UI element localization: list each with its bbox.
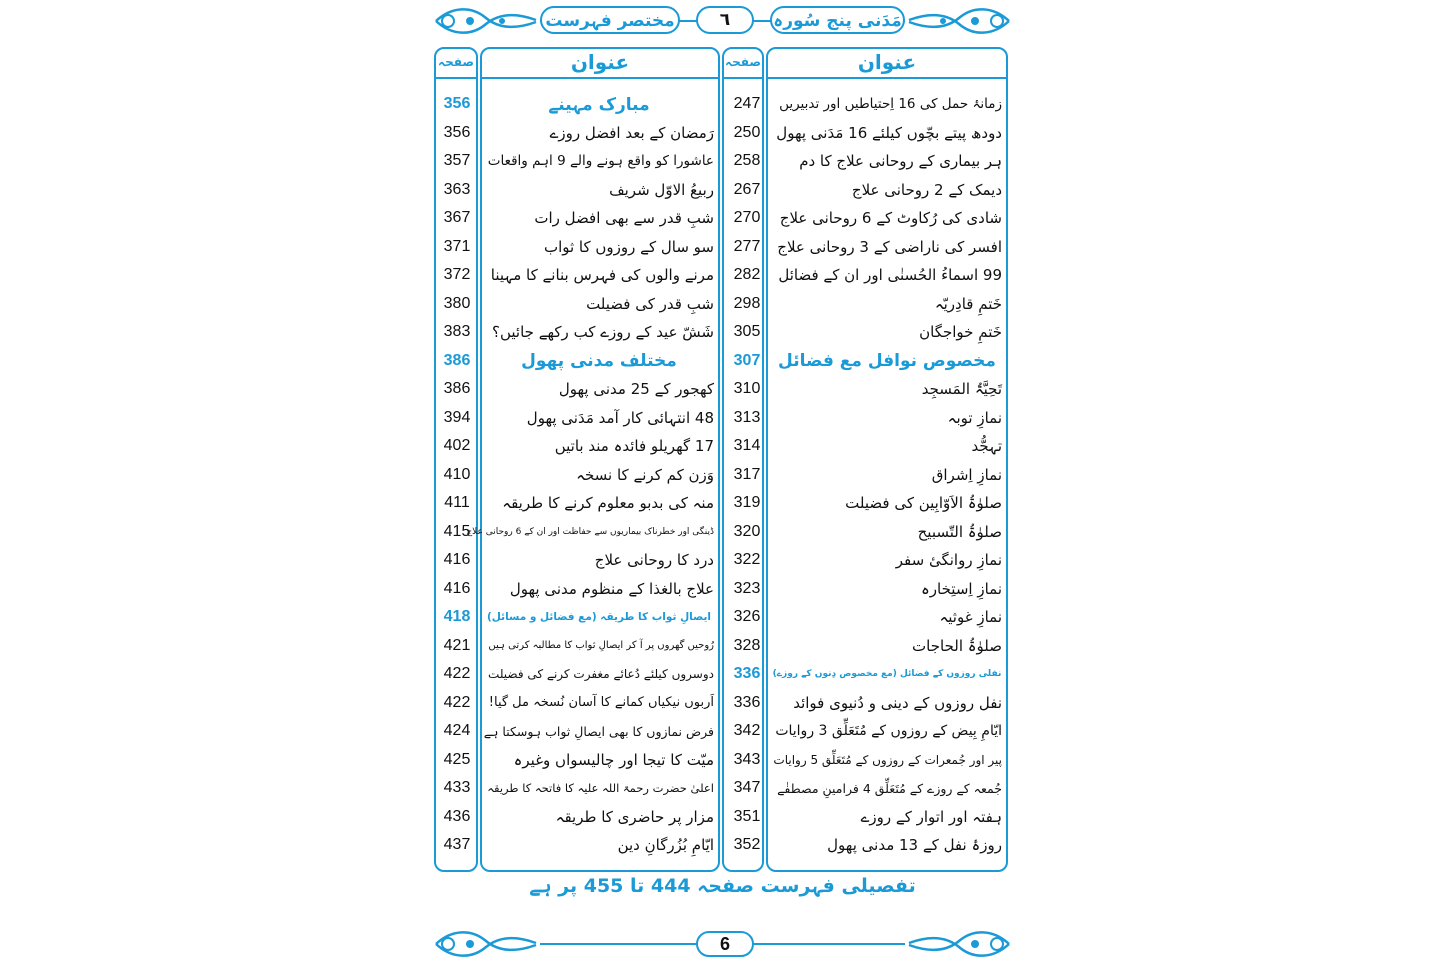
right_column-row-page [722,261,772,290]
entry-title: مزار پر حاضری کا طریقہ [555,807,714,826]
page-ref: 383 [443,323,471,341]
page-ref: 347 [733,779,761,797]
entry-title: پیر اور جُمعرات کے روزوں کے مُتَعَلِّق 5 روایات [773,752,1002,767]
page-ref: 371 [443,237,471,255]
page-ref: 372 [443,266,471,284]
entry-title: نمازِ غوثیہ [939,608,1002,627]
left_column-row-page [434,632,480,661]
entry-title: دوسروں کیلئے دُعائے مغفرت کرنے کی فضیلت [488,667,714,682]
left_column-row-title [484,660,714,689]
page-ref: 322 [733,551,761,569]
section-heading: نفلی روزوں کے فضائل (مع مخصوص دِنوں کے روزے) [772,669,1002,680]
left_column-row-title [484,90,714,119]
left_column-row-title [484,204,714,233]
entry-title: ہفتہ اور اتوار کے روزے [860,807,1002,826]
page-ref: 298 [733,294,761,312]
left_column-row-title [484,831,714,860]
right_column-row-title [772,147,1002,176]
entry-title: ایّامِ بِیض کے روزوں کے مُتَعَلِّق 3 روایات [775,723,1002,740]
left_column-row-title [484,432,714,461]
entry-title: 48 انتہائی کار آمد مَدَنی پھول [526,408,714,427]
left_column-row-title [466,518,714,547]
left_column-row-title [484,233,714,262]
left_column-row-title [484,546,714,575]
left_column-row-page [434,204,480,233]
right_column-row-page [722,204,772,233]
right_column-row-page [722,290,772,319]
page-ref: 415 [443,522,471,540]
entry-title: نفل روزوں کے دینی و دُنیوی فوائد [793,693,1002,712]
left_column-row-title [484,774,714,803]
right_column-row-title [772,689,1002,718]
right_column-row-page [722,404,772,433]
right_column-row-title [772,176,1002,205]
page-ref: 437 [443,836,471,854]
header-page-mark: ٦ [696,6,754,34]
left-title-heading: عنوان [570,50,630,74]
right_column-row-page [722,660,772,689]
right_column-row-page [722,90,772,119]
left_column-row-page [434,147,480,176]
entry-title: روزۂ نفل کے 13 مدنی پھول [827,836,1002,855]
entry-title: افسر کی ناراضی کے 3 روحانی علاج [777,237,1002,256]
header-left-title: مختصر فہرست [540,6,680,34]
page-ref: 247 [733,95,761,113]
right_column-row-title [772,518,1002,547]
entry-title: علاج بالغذا کے منظوم مدنی پھول [509,579,714,598]
entry-title: سو سال کے روزوں کا ثواب [543,237,714,256]
entry-title: شبِ قدر سے بھی افضل رات [534,209,714,228]
left_column-row-page [434,689,480,718]
left_column-row-page [434,774,480,803]
right_column-row-page [722,375,772,404]
left_column-row-page [434,546,480,575]
page-ref: 267 [733,180,761,198]
entry-title: وَزن کم کرنے کا نسخہ [576,465,714,484]
page-number: 6 [696,931,754,957]
right_column-row-page [722,176,772,205]
section-heading: ایصالِ ثواب کا طریقہ (مع فضائل و مسائل) [486,611,712,624]
page-ref: 433 [443,779,471,797]
left_column-row-title [484,147,714,176]
left_column-row-page [434,803,480,832]
page-ref: 277 [733,237,761,255]
left_column-row-page [434,461,480,490]
right_column-row-title [772,603,1002,632]
right_column-row-title [772,375,1002,404]
left_column-row-page [434,90,480,119]
right_column-row-page [722,489,772,518]
left_column-row-title [484,318,714,347]
page-ref: 270 [733,209,761,227]
entry-title: رُوحیں گھروں پر آ کر ایصالِ ثواب کا مطالبہ کرتی ہیں [488,640,714,652]
right_column-row-page [722,233,772,262]
entry-title: تہجُّد [971,437,1002,456]
page-ref: 356 [443,123,471,141]
page-ref: 282 [733,266,761,284]
right_column-row-title [772,404,1002,433]
left_column-row-title [484,717,714,746]
right_column-row-title [772,717,1002,746]
entry-title: فرض نمازوں کا بھی ایصالِ ثواب ہوسکتا ہے [483,723,714,739]
entry-title: 17 گھریلو فائدہ مند باتیں [554,437,714,456]
page-ref: 422 [443,693,471,711]
right_column-row-title [772,204,1002,233]
left_column-row-page [434,746,480,775]
right_column-row-page [722,461,772,490]
right_column-row-title [772,660,1002,689]
entry-title: شادی کی رُکاوٹ کے 6 روحانی علاج [779,209,1002,228]
right_column-row-page [722,318,772,347]
right-page-heading: صفحہ [725,55,761,69]
left_column-row-title [484,461,714,490]
entry-title: نمازِ اِستِخارہ [921,579,1002,598]
entry-title: خَتمِ قادِریّہ [934,294,1002,313]
entry-title: زمانۂ حمل کی 16 اِحتیاطیں اور تدبیریں [779,96,1002,113]
page-ref: 418 [443,608,471,626]
left_column-row-page [434,432,480,461]
page-ref: 425 [443,750,471,768]
left_column-row-page [434,347,480,376]
left_column-row-page [434,119,480,148]
entry-title: عاشورا کو واقع ہونے والے 9 اہم واقعات [487,153,714,170]
left-page-heading: صفحہ [438,55,474,69]
entry-title: صلوٰۃُ الحاجات [912,636,1002,655]
page-ref: 416 [443,579,471,597]
left_column-row-page [434,318,480,347]
entry-title: کھجور کے 25 مدنی پھول [558,380,714,399]
left_column-row-title [484,176,714,205]
left_column-row-title [484,603,714,632]
right_column-row-title [772,831,1002,860]
header-ornament-right-icon [905,4,1013,38]
page-ref: 310 [733,380,761,398]
page-ref: 416 [443,551,471,569]
entry-title: ایّامِ بُزُرگانِ دین [617,836,714,855]
page-ref: 402 [443,437,471,455]
page-ref: 250 [733,123,761,141]
right_column-row-title [772,290,1002,319]
right_column-row-title [772,803,1002,832]
page-ref: 336 [733,665,761,683]
header-ornament-left-icon [432,4,540,38]
entry-title: تَحِیَّۃُ المَسجِد [921,380,1002,399]
page-ref: 320 [733,522,761,540]
right_column-row-page [722,717,772,746]
left_column-row-page [434,233,480,262]
page-ref: 326 [733,608,761,626]
page-ref: 352 [733,836,761,854]
right_column-row-title [772,461,1002,490]
right_column-row-page [722,347,772,376]
entry-title: ڈینگی اور خطرناک بیماریوں سے حفاظت اور ان کے 6 روحانی علاج [466,526,714,537]
right_column-row-page [722,603,772,632]
right_column-row-page [722,774,772,803]
left_column-row-title [484,746,714,775]
right_column-row-page [722,147,772,176]
right_column-row-page [722,746,772,775]
entry-title: ہر بیماری کے روحانی علاج کا دم [799,152,1002,171]
entry-title: صلوٰۃُ التّسبیح [917,522,1002,541]
entry-title: میّت کا تیجا اور چالیسواں وغیرہ [513,750,714,769]
left_column-row-title [484,689,714,718]
left_column-row-title [484,632,714,661]
page-ref: 342 [733,722,761,740]
footer-ornament-left-icon [432,927,540,961]
footer-ornament-right-icon [905,927,1013,961]
left_column-row-page [434,404,480,433]
page-ref: 313 [733,408,761,426]
right_column-row-page [722,432,772,461]
right_column-row-page [722,831,772,860]
right_column-row-title [772,261,1002,290]
section-heading: مبارک مہینے [548,94,650,115]
right_column-row-page [722,575,772,604]
right_column-row-page [722,632,772,661]
page-ref: 367 [443,209,471,227]
left_column-row-page [434,176,480,205]
right_column-row-title [772,347,1002,376]
left_column-row-page [434,489,480,518]
entry-title: ربیعُ الاوّل شریف [609,180,714,199]
left_column-row-page [434,290,480,319]
header-right-title: مَدَنی پنج سُورہ [770,6,905,34]
page-ref: 410 [443,465,471,483]
page-ref: 343 [733,750,761,768]
page-ref: 328 [733,636,761,654]
page-ref: 394 [443,408,471,426]
page-ref: 424 [443,722,471,740]
right_column-row-title [772,119,1002,148]
right_column-row-page [722,803,772,832]
entry-title: رَمضان کے بعد افضل روزے [549,123,714,142]
left_column-row-title [484,489,714,518]
page-ref: 307 [733,351,761,369]
entry-title: صلوٰۃُ الاَوّابِین کی فضیلت [845,494,1002,513]
entry-title: دودھ پیتے بچّوں کیلئے 16 مَدَنی پھول [776,123,1002,142]
page-ref: 336 [733,693,761,711]
left_column-row-title [484,261,714,290]
entry-title: نمازِ توبہ [947,408,1002,427]
page-ref: 421 [443,636,471,654]
page-ref: 436 [443,807,471,825]
right_column-row-title [772,432,1002,461]
entry-title: نمازِ روانگیٔ سفر [895,551,1002,570]
left_column-row-page [434,261,480,290]
right_column-row-page [722,546,772,575]
right_column-row-title [772,575,1002,604]
left_column-row-page [434,660,480,689]
left_column-row-page [434,575,480,604]
footer-note: تفصیلی فہرست صفحہ 444 تا 455 پر ہے [529,875,916,897]
right_column-row-title [772,489,1002,518]
right_column-row-title [772,746,1002,775]
left_column-row-page [434,518,480,547]
entry-title: خَتمِ خواجگان [919,323,1002,342]
page-ref: 314 [733,437,761,455]
entry-title: نمازِ اِشراق [931,465,1002,484]
entry-title: دیمک کے 2 روحانی علاج [851,180,1002,199]
entry-title: درد کا روحانی علاج [594,551,714,570]
page-ref: 386 [443,351,471,369]
entry-title: شبِ قدر کی فضیلت [586,294,714,313]
section-heading: مخصوص نوافل مع فضائل [778,350,996,371]
left_column-row-title [484,404,714,433]
page-ref: 386 [443,380,471,398]
right_column-row-page [722,518,772,547]
entry-title: منہ کی بدبو معلوم کرنے کا طریقہ [502,494,714,513]
entry-title: اعلیٰ حضرت رحمۃ اللہ علیہ کا فاتحہ کا طریقہ [487,781,714,796]
left_column-row-title [484,119,714,148]
page-ref: 357 [443,152,471,170]
left_column-row-title [484,575,714,604]
page-ref: 380 [443,294,471,312]
left_column-row-page [434,831,480,860]
left_column-row-title [484,375,714,404]
page-ref: 319 [733,494,761,512]
left_column-row-title [484,290,714,319]
page-ref: 317 [733,465,761,483]
right-title-heading: عنوان [857,50,917,74]
right_column-row-page [722,689,772,718]
right_column-row-title [772,546,1002,575]
page-ref: 411 [444,494,470,512]
page-ref: 363 [443,180,471,198]
entry-title: شَشّ عید کے روزے کب رکھے جائیں؟ [492,323,714,342]
page-ref: 351 [733,807,761,825]
left_column-row-page [434,603,480,632]
right_column-row-page [722,119,772,148]
entry-title: جُمعہ کے روزے کے مُتَعَلِّق 4 فرامینِ مصطفٰے [777,780,1002,796]
right_column-row-title [772,632,1002,661]
page-ref: 356 [443,95,471,113]
entry-title: اَربوں نیکیاں کمانے کا آسان نُسخہ مل گیا! [488,695,714,711]
page-ref: 305 [733,323,761,341]
page-ref: 258 [733,152,761,170]
right_column-row-title [772,774,1002,803]
left_column-row-page [434,717,480,746]
right_column-row-title [772,233,1002,262]
left_column-row-title [484,803,714,832]
section-heading: مختلف مدنی پھول [521,350,677,371]
entry-title: 99 اسماءُ الحُسنٰی اور ان کے فضائل [778,266,1002,285]
page-ref: 422 [443,665,471,683]
entry-title: مرنے والوں کی فہرس بنانے کا مہینا [490,266,714,285]
right_column-row-title [772,318,1002,347]
page-ref: 323 [733,579,761,597]
left_column-row-page [434,375,480,404]
right_column-row-title [772,90,1002,119]
left_column-row-title [484,347,714,376]
